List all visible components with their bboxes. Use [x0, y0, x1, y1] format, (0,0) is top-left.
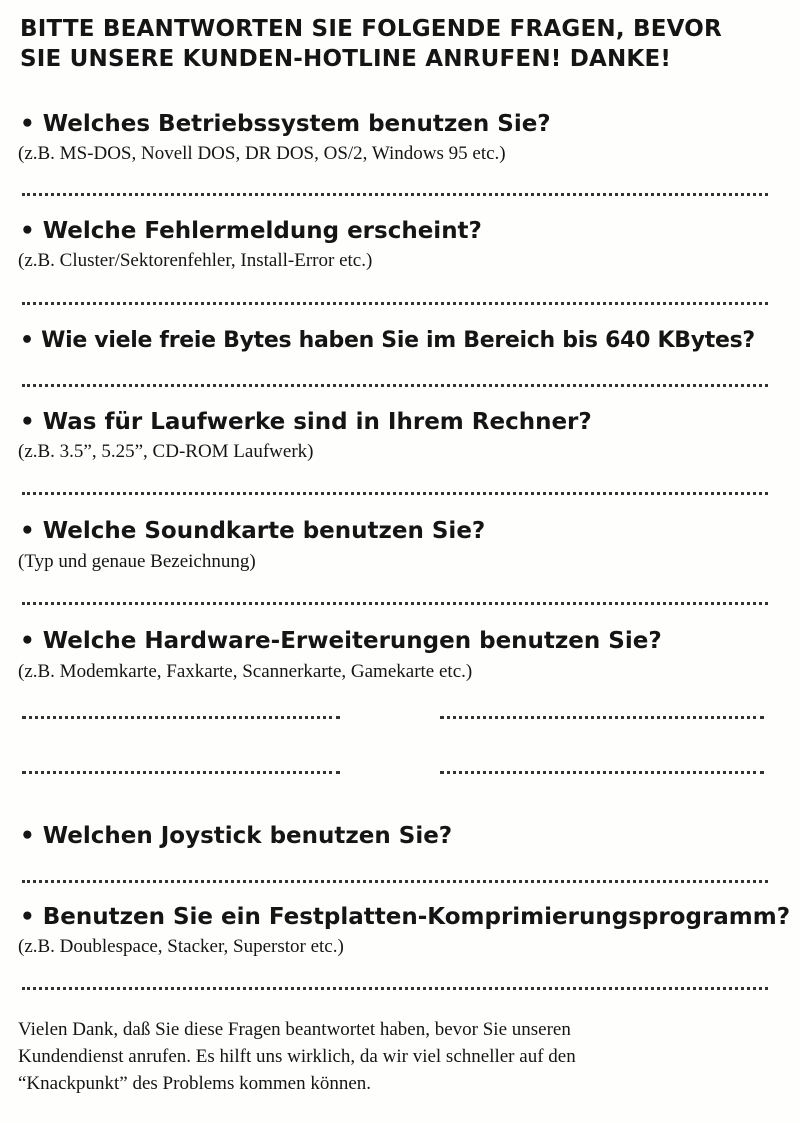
question-disk-compression: • Benutzen Sie ein Festplatten-Komprimierungsprogramm? [20, 904, 791, 930]
question-joystick: • Welchen Joystick benutzen Sie? [20, 823, 453, 849]
heading-line-2: SIE UNSERE KUNDEN-HOTLINE ANRUFEN! DANKE! [20, 46, 672, 72]
answer-line-operating-system[interactable] [22, 193, 768, 196]
question-operating-system: • Welches Betriebssystem benutzen Sie? [20, 111, 551, 137]
answer-line-free-bytes[interactable] [22, 384, 768, 387]
answer-line-sound-card[interactable] [22, 602, 768, 605]
answer-line-error-message[interactable] [22, 302, 768, 305]
answer-line-drives[interactable] [22, 492, 768, 495]
question-hardware-extensions: • Welche Hardware-Erweiterungen benutzen Sie? [20, 628, 662, 654]
answer-line-joystick[interactable] [22, 880, 768, 883]
page-heading [20, 14, 790, 74]
question-error-message: • Welche Fehlermeldung erscheint? [20, 218, 482, 244]
hint-drives: (z.B. 3.5”, 5.25”, CD-ROM Laufwerk) [18, 441, 314, 462]
heading-line-1: BITTE BEANTWORTEN SIE FOLGENDE FRAGEN, BEVOR [20, 16, 722, 42]
answer-line-hardware-3[interactable] [22, 771, 340, 774]
answer-line-hardware-1[interactable] [22, 716, 340, 719]
hint-sound-card: (Typ und genaue Bezeichnung) [18, 551, 256, 572]
closing-line-2: Kundendienst anrufen. Es hilft uns wirklich, da wir viel schneller auf den [18, 1046, 576, 1067]
closing-line-3: “Knackpunkt” des Problems kommen können. [18, 1073, 372, 1094]
closing-line-1: Vielen Dank, daß Sie diese Fragen beantwortet haben, bevor Sie unseren [18, 1019, 571, 1040]
hint-disk-compression: (z.B. Doublespace, Stacker, Superstor etc.) [18, 936, 344, 957]
hint-operating-system: (z.B. MS-DOS, Novell DOS, DR DOS, OS/2, Windows 95 etc.) [18, 143, 506, 164]
answer-line-hardware-4[interactable] [440, 771, 764, 774]
question-free-bytes: • Wie viele freie Bytes haben Sie im Bereich bis 640 KBytes? [20, 328, 755, 353]
hint-hardware-extensions: (z.B. Modemkarte, Faxkarte, Scannerkarte, Gamekarte etc.) [18, 661, 473, 682]
question-sound-card: • Welche Soundkarte benutzen Sie? [20, 518, 486, 544]
closing-paragraph [18, 1016, 788, 1097]
hint-error-message: (z.B. Cluster/Sektorenfehler, Install-Error etc.) [18, 250, 373, 271]
answer-line-disk-compression[interactable] [22, 987, 768, 990]
answer-line-hardware-2[interactable] [440, 716, 764, 719]
question-drives: • Was für Laufwerke sind in Ihrem Rechner? [20, 409, 592, 435]
